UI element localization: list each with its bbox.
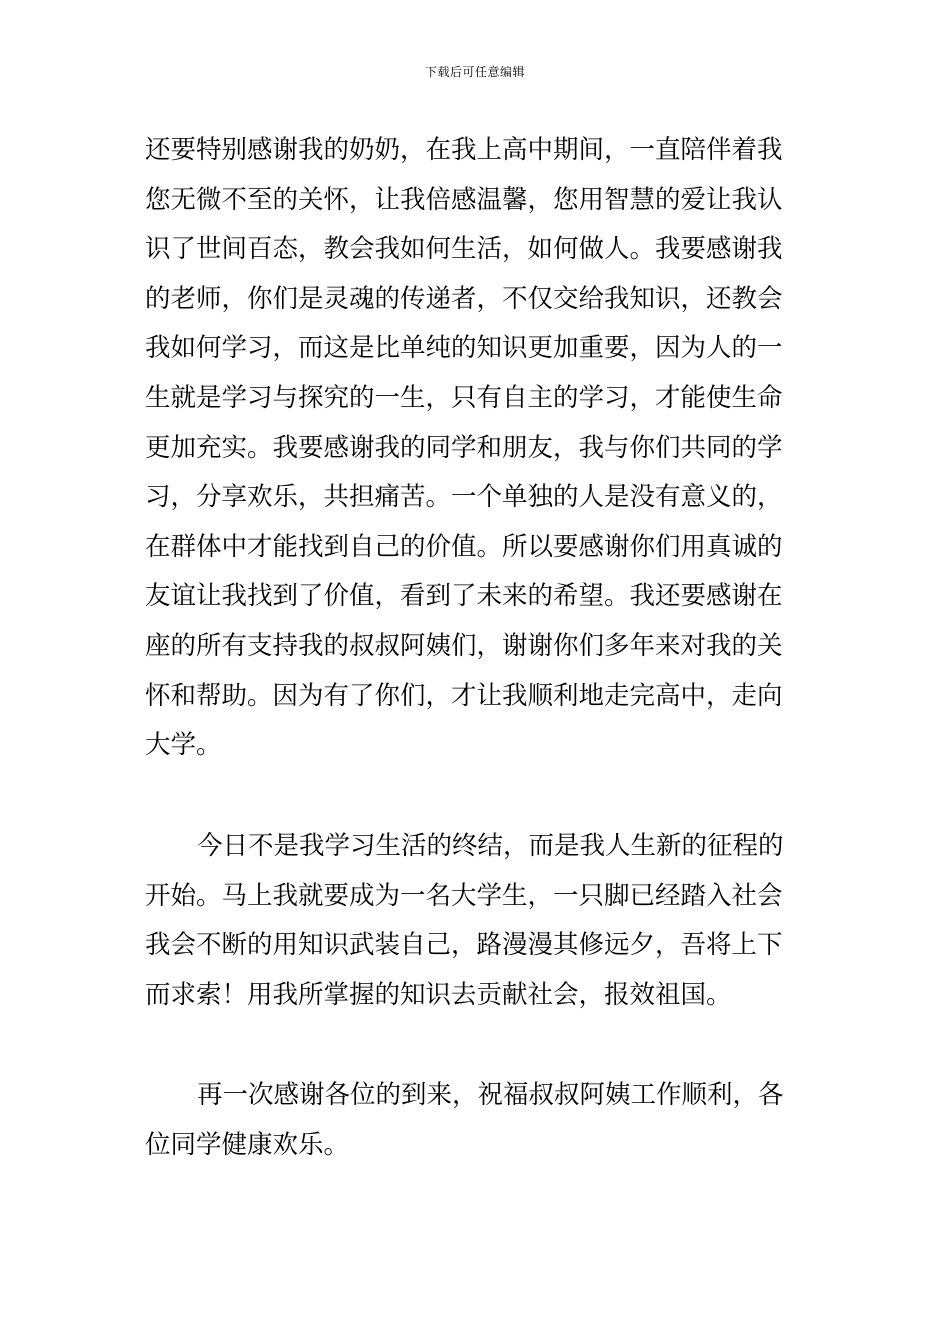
header-note: 下载后可任意编辑 (424, 65, 525, 79)
text-line: 而求索！用我所掌握的知识去贡献社会，报效祖国。 (145, 979, 732, 1010)
text-line: 位同学健康欢乐。 (145, 1129, 350, 1160)
text-line: 座的所有支持我的叔叔阿姨们，谢谢你们多年来对我的关 (145, 630, 783, 661)
text-line: 更加充实。我要感谢我的同学和朋友，我与你们共同的学 (145, 432, 783, 463)
text-line: 我如何学习，而这是比单纯的知识更加重要，因为人的一 (145, 333, 783, 364)
text-line: 习，分享欢乐，共担痛苦。一个单独的人是没有意义的， (145, 482, 783, 513)
text-line: 您无微不至的关怀，让我倍感温馨，您用智慧的爱让我认 (145, 184, 783, 215)
text-line: 怀和帮助。因为有了你们，才让我顺利地走完高中，走向 (145, 680, 783, 711)
text-line: 大学。 (145, 730, 222, 761)
text-line: 友谊让我找到了价值，看到了未来的希望。我还要感谢在 (145, 581, 783, 612)
text-line: 的老师，你们是灵魂的传递者，不仅交给我知识，还教会 (145, 283, 783, 314)
paragraph-new-journey (145, 822, 784, 1020)
text-line: 今日不是我学习生活的终结，而是我人生新的征程的 (197, 831, 784, 861)
text-line: 我会不断的用知识武装自己，路漫漫其修远夕，吾将上下 (145, 930, 783, 961)
text-line: 开始。马上我就要成为一名大学生，一只脚已经踏入社会 (145, 880, 783, 911)
text-line: 在群体中才能找到自己的价值。所以要感谢你们用真诚的 (145, 531, 783, 562)
text-line: 还要特别感谢我的奶奶，在我上高中期间，一直陪伴着我 (145, 135, 783, 165)
paragraph-closing (145, 1071, 784, 1170)
paragraph-gratitude (145, 126, 783, 771)
text-line: 再一次感谢各位的到来，祝福叔叔阿姨工作顺利，各 (197, 1080, 784, 1110)
text-line: 生就是学习与探究的一生，只有自主的学习，才能使生命 (145, 382, 783, 413)
text-line: 识了世间百态，教会我如何生活，如何做人。我要感谢我 (145, 234, 783, 265)
